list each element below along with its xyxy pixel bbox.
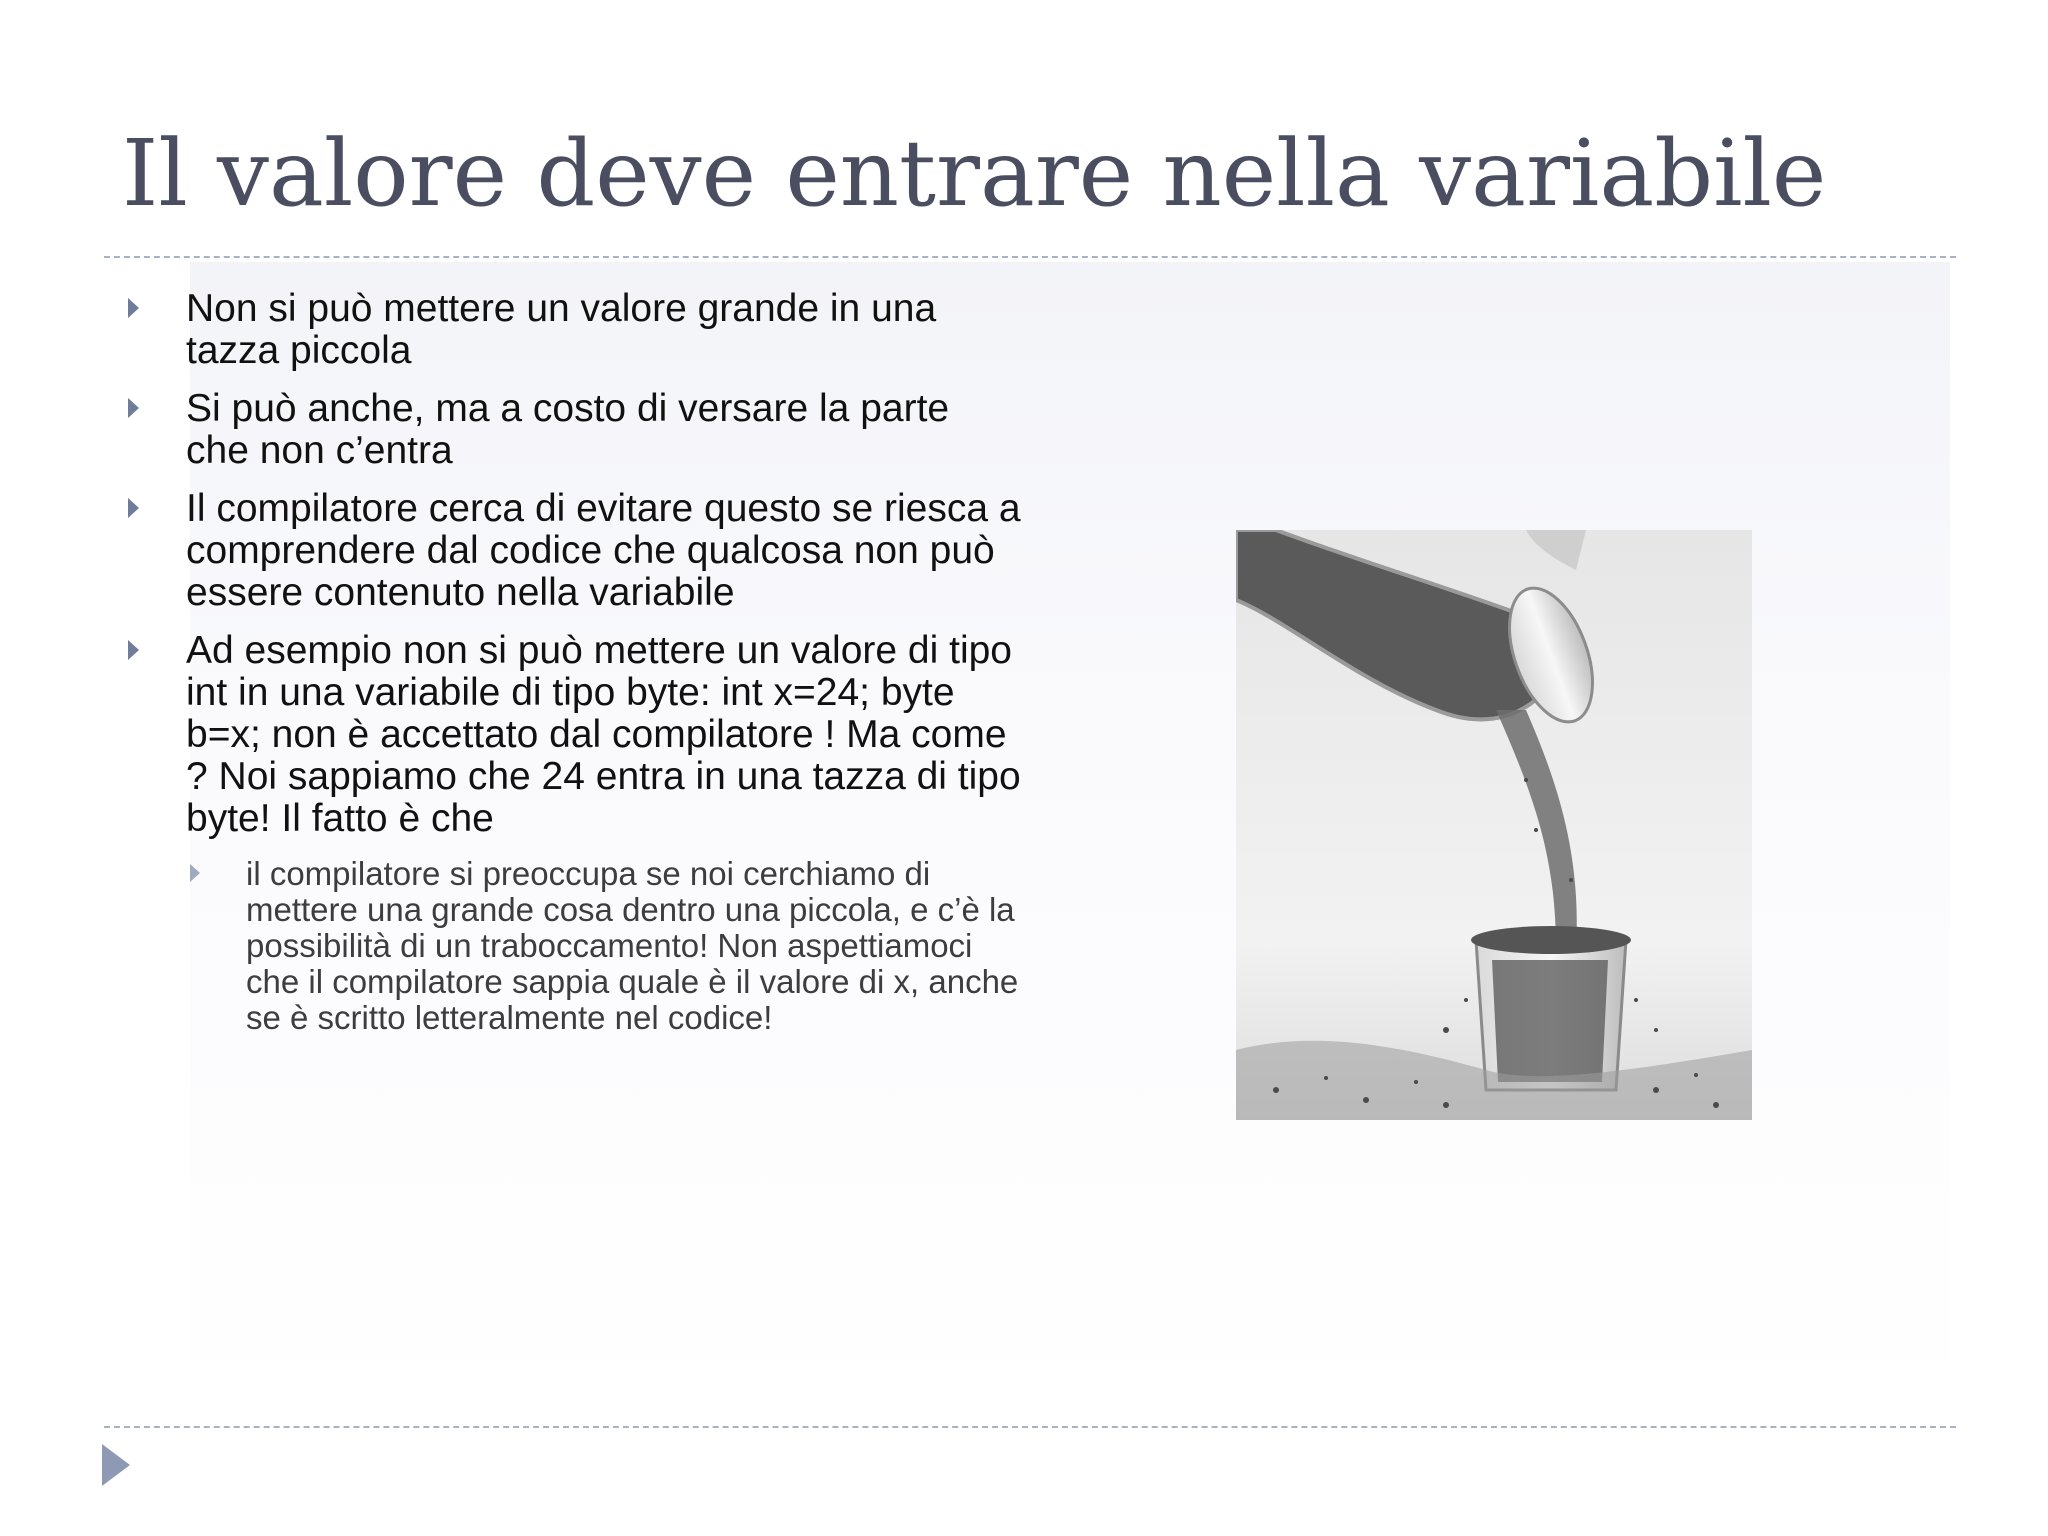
bullet-text: Non si può mettere un valore grande in una tazza piccola	[186, 287, 937, 372]
footer-divider	[104, 1426, 1956, 1428]
bullet-text: Ad esempio non si può mettere un valore di tipo int in una variabile di tipo byte: int x=24; byte b=x; non è accettato dal compilatore ! Ma come ? Noi sappiamo che 24 entra in una tazza di tipo byte! Il fatto è che	[186, 629, 1021, 840]
bullet-arrow-icon	[128, 498, 139, 518]
bullet-text: Il compilatore cerca di evitare questo se riesca a comprendere dal codice che qualcosa non può essere contenuto nella variabile	[186, 487, 1021, 614]
bullet-text: Si può anche, ma a costo di versare la parte che non c’entra	[186, 387, 950, 472]
title-divider	[104, 256, 1956, 258]
sub-bullet-arrow-icon	[190, 864, 200, 882]
bullet-list	[122, 288, 1022, 1036]
slide-title: Il valore deve entrare nella variabile	[122, 120, 1827, 227]
bullet-arrow-icon	[128, 298, 139, 318]
bullet-item	[122, 630, 1022, 840]
sub-bullet-text: il compilatore si preoccupa se noi cerchiamo di mettere una grande cosa dentro una piccola, e c’è la possibilità di un traboccamento! Non aspettiamoci che il compilatore sappia quale è il valore di x, anche se è scritto letteralmente nel codice!	[246, 855, 1019, 1036]
bullet-arrow-icon	[128, 398, 139, 418]
sub-bullet-item	[122, 856, 1022, 1036]
bullet-arrow-icon	[128, 640, 139, 660]
next-slide-icon	[102, 1444, 130, 1486]
pouring-seeds-photo	[1236, 530, 1752, 1120]
bullet-item	[122, 288, 1022, 372]
bullet-item	[122, 488, 1022, 614]
bullet-item	[122, 388, 1022, 472]
